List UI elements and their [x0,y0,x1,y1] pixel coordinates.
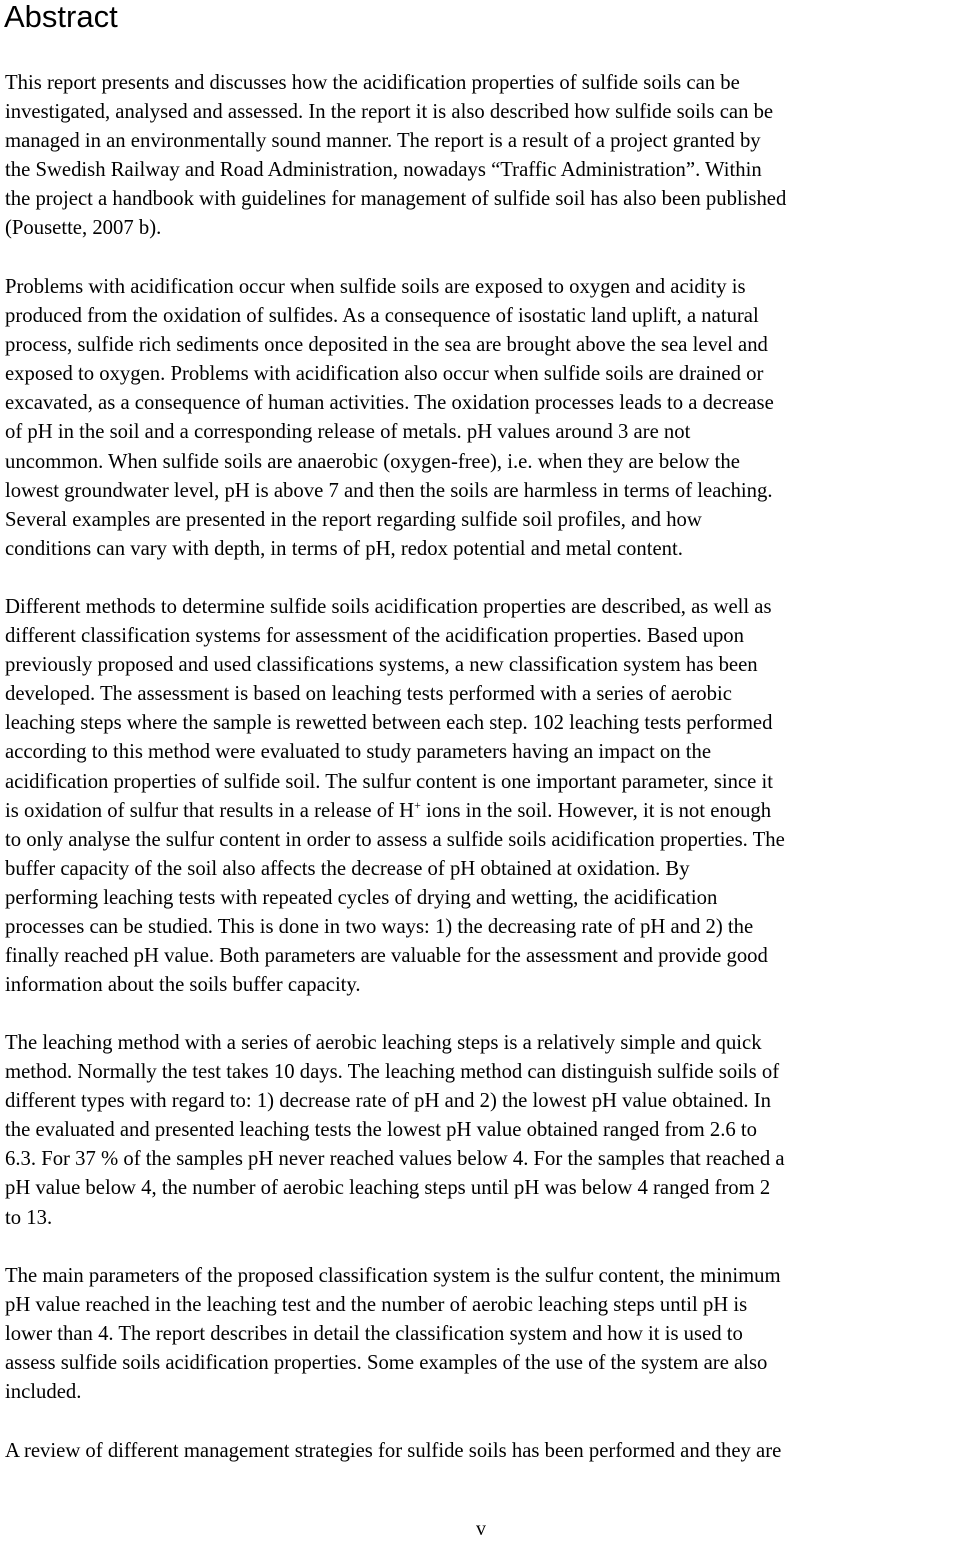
text-line: developed. The assessment is based on leaching tests performed with a series of aerobic [5,683,732,706]
text-line: Different methods to determine sulfide soils acidification properties are described, as well as [5,596,772,618]
text-line: included. [5,1381,82,1404]
text-line: different classification systems for assessment of the acidification properties. Based upon [5,625,744,648]
text-line: managed in an environmentally sound manner. The report is a result of a project granted by [5,130,761,153]
text-line: according to this method were evaluated to study parameters having an impact on the [5,741,712,764]
page-number: v [476,1518,486,1540]
abstract-heading: Abstract [4,0,118,34]
text-line: conditions can vary with depth, in terms of pH, redox potential and metal content. [5,537,683,560]
text-line: the Swedish Railway and Road Administration, nowadays “Traffic Administration”. Within [5,159,762,182]
text-line: different types with regard to: 1) decrease rate of pH and 2) the lowest pH value obtained. In [5,1090,771,1113]
text-line: lower than 4. The report describes in detail the classification system and how it is used to [5,1323,743,1346]
text-line: the evaluated and presented leaching tests the lowest pH value obtained ranged from 2.6 to [5,1119,757,1142]
text-line: The leaching method with a series of aerobic leaching steps is a relatively simple and quick [5,1032,762,1054]
text-line: of pH in the soil and a corresponding release of metals. pH values around 3 are not [5,421,691,444]
text-line: method. Normally the test takes 10 days. The leaching method can distinguish sulfide soils of [5,1061,780,1084]
text-line: excavated, as a consequence of human activities. The oxidation processes leads to a decrease [5,392,774,415]
text-line: to 13. [5,1206,53,1229]
hydrogen-ion-superscript: + [414,797,421,812]
paragraph-4 [5,1029,960,1233]
text-line: A review of different management strategies for sulfide soils has been performed and they are [5,1440,782,1462]
text-line: previously proposed and used classifications systems, a new classification system has been [5,654,758,677]
text-line: processes can be studied. This is done in two ways: 1) the decreasing rate of pH and 2) the [5,916,754,939]
paragraph-1 [5,69,960,244]
text-line: buffer capacity of the soil also affects the decrease of pH obtained at oxidation. By [5,857,690,880]
paragraph-5 [5,1262,960,1407]
text-line: assess sulfide soils acidification properties. Some examples of the use of the system are also [5,1352,768,1375]
paragraph-6 [5,1437,960,1466]
text-after-superscript: ions in the soil. However, it is not enough [420,799,772,822]
text-line: investigated, analysed and assessed. In the report it is also described how sulfide soils can be [5,101,774,124]
paragraph-3 [5,593,960,1000]
text-line: pH value reached in the leaching test and the number of aerobic leaching steps until pH is [5,1294,748,1317]
text-line: This report presents and discusses how the acidification properties of sulfide soils can be [5,72,740,94]
text-line: acidification properties of sulfide soil. The sulfur content is one important parameter, since it [5,770,774,793]
text-line: information about the soils buffer capacity. [5,974,361,997]
text-line: the project a handbook with guidelines for management of sulfide soil has also been published [5,188,787,211]
text-line: The main parameters of the proposed classification system is the sulfur content, the minimum [5,1265,781,1287]
text-line-with-superscript [5,797,960,826]
text-line: leaching steps where the sample is rewetted between each step. 102 leaching tests performed [5,712,773,735]
text-line: exposed to oxygen. Problems with acidification also occur when sulfide soils are drained or [5,363,764,386]
text-line: uncommon. When sulfide soils are anaerobic (oxygen-free), i.e. when they are below the [5,450,740,473]
text-line: (Pousette, 2007 b). [5,217,162,240]
text-line: Several examples are presented in the report regarding sulfide soil profiles, and how [5,508,702,531]
text-line: Problems with acidification occur when sulfide soils are exposed to oxygen and acidity is [5,276,746,298]
text-line: finally reached pH value. Both parameters are valuable for the assessment and provide good [5,945,768,968]
text-before-superscript: is oxidation of sulfur that results in a release of H [5,799,415,822]
text-line: 6.3. For 37 % of the samples pH never reached values below 4. For the samples that reached a [5,1148,785,1171]
text-line: produced from the oxidation of sulfides. As a consequence of isostatic land uplift, a natural [5,305,759,328]
text-line: pH value below 4, the number of aerobic leaching steps until pH was below 4 ranged from 2 [5,1177,771,1200]
text-line: lowest groundwater level, pH is above 7 and then the soils are harmless in terms of leaching. [5,479,773,502]
text-line: process, sulfide rich sediments once deposited in the sea are brought above the sea level and [5,334,768,357]
paragraph-2 [5,273,960,564]
text-line: performing leaching tests with repeated cycles of drying and wetting, the acidification [5,886,718,909]
text-line: to only analyse the sulfur content in order to assess a sulfide soils acidification properties. The [5,828,785,851]
